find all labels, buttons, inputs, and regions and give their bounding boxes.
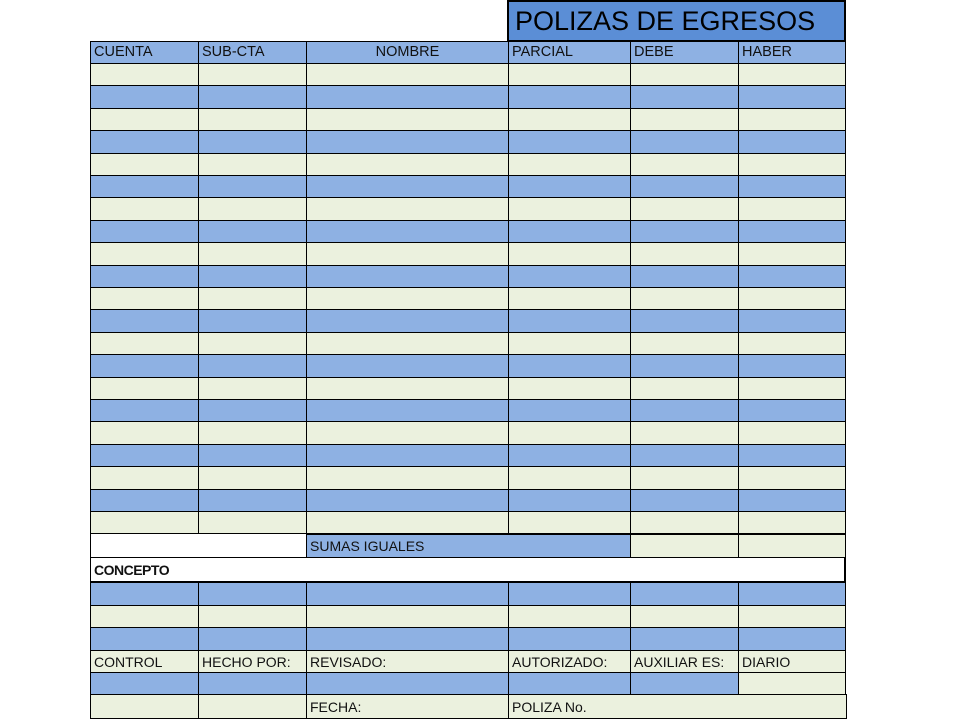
sub-cta-cell[interactable]	[198, 265, 307, 288]
haber-cell[interactable]	[738, 444, 846, 467]
debe-cell[interactable]	[630, 377, 739, 400]
autorizado-field[interactable]	[508, 672, 631, 695]
haber-cell[interactable]	[738, 377, 846, 400]
concepto-parcial-cell[interactable]	[508, 627, 631, 651]
nombre-cell[interactable]	[306, 175, 509, 198]
debe-cell[interactable]	[630, 242, 739, 266]
sub-cta-cell[interactable]	[198, 377, 307, 400]
haber-cell[interactable]	[738, 130, 846, 154]
parcial-cell[interactable]	[508, 175, 631, 198]
debe-cell[interactable]	[630, 489, 739, 512]
haber-cell[interactable]	[738, 197, 846, 221]
sub-cta-cell[interactable]	[198, 511, 307, 534]
sub-cta-cell[interactable]	[198, 354, 307, 378]
haber-cell[interactable]	[738, 399, 846, 422]
haber-cell[interactable]	[738, 63, 846, 86]
nombre-cell[interactable]	[306, 309, 509, 333]
debe-cell[interactable]	[630, 130, 739, 154]
cuenta-cell[interactable]	[90, 354, 199, 378]
cuenta-cell[interactable]	[90, 489, 199, 512]
nombre-cell[interactable]	[306, 332, 509, 355]
parcial-cell[interactable]	[508, 332, 631, 355]
sub-cta-cell[interactable]	[198, 287, 307, 310]
cuenta-cell[interactable]	[90, 421, 199, 445]
debe-cell[interactable]	[630, 466, 739, 490]
sub-cta-cell[interactable]	[198, 444, 307, 467]
autorizado-label: AUTORIZADO:	[508, 650, 631, 673]
concepto-sub-cta-cell[interactable]	[198, 627, 307, 651]
parcial-cell[interactable]	[508, 63, 631, 86]
sub-cta-cell[interactable]	[198, 309, 307, 333]
cuenta-cell[interactable]	[90, 153, 199, 176]
haber-cell[interactable]	[738, 421, 846, 445]
debe-cell[interactable]	[630, 354, 739, 378]
parcial-cell[interactable]	[508, 511, 631, 534]
footer-blank-1[interactable]	[90, 694, 199, 719]
cuenta-cell[interactable]	[90, 175, 199, 198]
parcial-cell[interactable]	[508, 287, 631, 310]
debe-cell[interactable]	[630, 444, 739, 467]
nombre-cell[interactable]	[306, 444, 509, 467]
total-haber-cell[interactable]	[738, 534, 846, 558]
sub-cta-cell[interactable]	[198, 466, 307, 490]
debe-cell[interactable]	[630, 108, 739, 131]
parcial-cell[interactable]	[508, 489, 631, 512]
parcial-cell[interactable]	[508, 242, 631, 266]
column-header-debe: DEBE	[630, 41, 739, 64]
parcial-cell[interactable]	[508, 220, 631, 243]
diario-label: DIARIO	[738, 650, 846, 673]
concepto-debe-cell[interactable]	[630, 627, 739, 651]
form-title: POLIZAS DE EGRESOS	[507, 0, 846, 42]
cuenta-cell[interactable]	[90, 444, 199, 467]
parcial-cell[interactable]	[508, 377, 631, 400]
cuenta-cell[interactable]	[90, 466, 199, 490]
concepto-nombre-cell[interactable]	[306, 605, 509, 628]
parcial-cell[interactable]	[508, 466, 631, 490]
cuenta-cell[interactable]	[90, 399, 199, 422]
nombre-cell[interactable]	[306, 287, 509, 310]
debe-cell[interactable]	[630, 153, 739, 176]
total-debe-cell[interactable]	[630, 534, 739, 558]
cuenta-cell[interactable]	[90, 377, 199, 400]
parcial-cell[interactable]	[508, 265, 631, 288]
cuenta-cell[interactable]	[90, 265, 199, 288]
hecho-por-field[interactable]	[198, 672, 307, 695]
nombre-cell[interactable]	[306, 220, 509, 243]
concepto-cuenta-cell[interactable]	[90, 605, 199, 628]
parcial-cell[interactable]	[508, 85, 631, 109]
haber-cell[interactable]	[738, 309, 846, 333]
cuenta-cell[interactable]	[90, 108, 199, 131]
nombre-cell[interactable]	[306, 85, 509, 109]
poliza-number-label: POLIZA No.	[508, 694, 847, 719]
cuenta-cell[interactable]	[90, 287, 199, 310]
cuenta-cell[interactable]	[90, 85, 199, 109]
cuenta-cell[interactable]	[90, 63, 199, 86]
revisado-label: REVISADO:	[306, 650, 509, 673]
parcial-cell[interactable]	[508, 354, 631, 378]
haber-cell[interactable]	[738, 332, 846, 355]
haber-cell[interactable]	[738, 354, 846, 378]
debe-cell[interactable]	[630, 421, 739, 445]
parcial-cell[interactable]	[508, 153, 631, 176]
cuenta-cell[interactable]	[90, 130, 199, 154]
parcial-cell[interactable]	[508, 309, 631, 333]
debe-cell[interactable]	[630, 309, 739, 333]
parcial-cell[interactable]	[508, 399, 631, 422]
concepto-sub-cta-cell[interactable]	[198, 582, 307, 606]
cuenta-cell[interactable]	[90, 242, 199, 266]
parcial-cell[interactable]	[508, 444, 631, 467]
haber-cell[interactable]	[738, 242, 846, 266]
nombre-cell[interactable]	[306, 108, 509, 131]
parcial-cell[interactable]	[508, 421, 631, 445]
sub-cta-cell[interactable]	[198, 108, 307, 131]
nombre-cell[interactable]	[306, 511, 509, 534]
auxiliar-label: AUXILIAR ES:	[630, 650, 739, 673]
sub-cta-cell[interactable]	[198, 175, 307, 198]
sub-cta-cell[interactable]	[198, 220, 307, 243]
revisado-field[interactable]	[306, 672, 509, 695]
nombre-cell[interactable]	[306, 377, 509, 400]
haber-cell[interactable]	[738, 153, 846, 176]
nombre-cell[interactable]	[306, 197, 509, 221]
nombre-cell[interactable]	[306, 242, 509, 266]
debe-cell[interactable]	[630, 85, 739, 109]
sub-cta-cell[interactable]	[198, 399, 307, 422]
sub-cta-cell[interactable]	[198, 332, 307, 355]
concepto-parcial-cell[interactable]	[508, 582, 631, 606]
sub-cta-cell[interactable]	[198, 63, 307, 86]
haber-cell[interactable]	[738, 489, 846, 512]
column-header-parcial: PARCIAL	[508, 41, 631, 64]
cuenta-cell[interactable]	[90, 220, 199, 243]
parcial-cell[interactable]	[508, 108, 631, 131]
concepto-label: CONCEPTO	[90, 557, 846, 583]
column-header-haber: HABER	[738, 41, 846, 64]
haber-cell[interactable]	[738, 265, 846, 288]
concepto-debe-cell[interactable]	[630, 582, 739, 606]
haber-cell[interactable]	[738, 287, 846, 310]
nombre-cell[interactable]	[306, 153, 509, 176]
cuenta-cell[interactable]	[90, 332, 199, 355]
debe-cell[interactable]	[630, 399, 739, 422]
debe-cell[interactable]	[630, 287, 739, 310]
debe-cell[interactable]	[630, 175, 739, 198]
nombre-cell[interactable]	[306, 399, 509, 422]
debe-cell[interactable]	[630, 265, 739, 288]
sub-cta-cell[interactable]	[198, 421, 307, 445]
diario-field[interactable]	[738, 672, 846, 695]
sub-cta-cell[interactable]	[198, 489, 307, 512]
haber-cell[interactable]	[738, 108, 846, 131]
footer-blank-2[interactable]	[198, 694, 307, 719]
fecha-label: FECHA:	[306, 694, 509, 719]
sub-cta-cell[interactable]	[198, 153, 307, 176]
sub-cta-cell[interactable]	[198, 85, 307, 109]
concepto-haber-cell[interactable]	[738, 605, 846, 628]
concepto-haber-cell[interactable]	[738, 582, 846, 606]
sub-cta-cell[interactable]	[198, 130, 307, 154]
debe-cell[interactable]	[630, 332, 739, 355]
debe-cell[interactable]	[630, 197, 739, 221]
hecho-por-label: HECHO POR:	[198, 650, 307, 673]
haber-cell[interactable]	[738, 220, 846, 243]
haber-cell[interactable]	[738, 85, 846, 109]
column-header-cuenta: CUENTA	[90, 41, 199, 64]
nombre-cell[interactable]	[306, 466, 509, 490]
nombre-cell[interactable]	[306, 421, 509, 445]
debe-cell[interactable]	[630, 220, 739, 243]
control-label: CONTROL	[90, 650, 199, 673]
nombre-cell[interactable]	[306, 489, 509, 512]
debe-cell[interactable]	[630, 511, 739, 534]
nombre-cell[interactable]	[306, 265, 509, 288]
cuenta-cell[interactable]	[90, 197, 199, 221]
concepto-cuenta-cell[interactable]	[90, 627, 199, 651]
totals-blank	[90, 534, 307, 558]
column-header-nombre: NOMBRE	[306, 41, 509, 64]
sub-cta-cell[interactable]	[198, 242, 307, 266]
auxiliar-field[interactable]	[630, 672, 739, 695]
concepto-haber-cell[interactable]	[738, 627, 846, 651]
concepto-sub-cta-cell[interactable]	[198, 605, 307, 628]
concepto-debe-cell[interactable]	[630, 605, 739, 628]
nombre-cell[interactable]	[306, 63, 509, 86]
nombre-cell[interactable]	[306, 130, 509, 154]
cuenta-cell[interactable]	[90, 309, 199, 333]
cuenta-cell[interactable]	[90, 511, 199, 534]
column-header-sub-cta: SUB-CTA	[198, 41, 307, 64]
sub-cta-cell[interactable]	[198, 197, 307, 221]
control-field[interactable]	[90, 672, 199, 695]
concepto-nombre-cell[interactable]	[306, 582, 509, 606]
parcial-cell[interactable]	[508, 197, 631, 221]
parcial-cell[interactable]	[508, 130, 631, 154]
nombre-cell[interactable]	[306, 354, 509, 378]
haber-cell[interactable]	[738, 511, 846, 534]
concepto-parcial-cell[interactable]	[508, 605, 631, 628]
totals-label: SUMAS IGUALES	[306, 534, 631, 558]
haber-cell[interactable]	[738, 466, 846, 490]
debe-cell[interactable]	[630, 63, 739, 86]
concepto-cuenta-cell[interactable]	[90, 582, 199, 606]
concepto-nombre-cell[interactable]	[306, 627, 509, 651]
haber-cell[interactable]	[738, 175, 846, 198]
